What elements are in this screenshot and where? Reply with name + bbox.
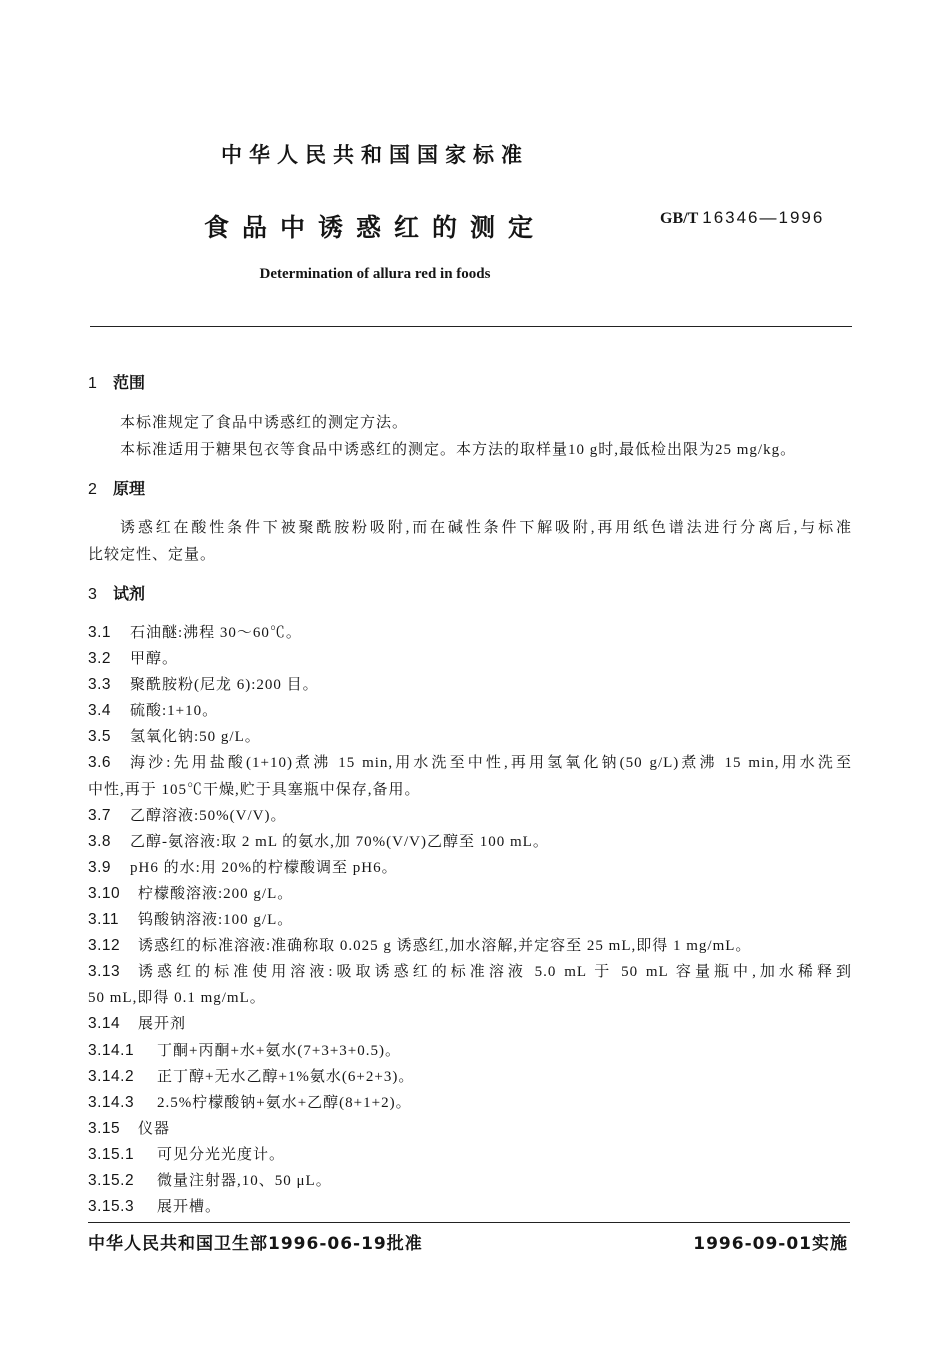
clause-number: 3.11 <box>88 911 120 929</box>
clause-text: 展开槽。 <box>157 1199 222 1216</box>
header-rule <box>90 326 852 327</box>
clause-3-3 <box>88 672 852 698</box>
principle-paragraph-line: 比较定性、定量。 <box>88 547 217 563</box>
section-title: 范围 <box>113 373 146 392</box>
clause-number: 3.2 <box>88 650 112 668</box>
clause-number: 3.3 <box>88 676 112 694</box>
scope-paragraph-line: 本标准适用于糖果包衣等食品中诱惑红的测定。本方法的取样量10 g时,最低检出限为25 mg/kg。 <box>120 442 797 458</box>
clause-text: 展开剂 <box>138 1016 187 1033</box>
section-number: 1 <box>88 375 97 392</box>
section-heading-scope <box>88 373 145 394</box>
clause-number: 3.14 <box>88 1015 121 1033</box>
clause-number: 3.4 <box>88 702 112 720</box>
clause-number: 3.15.1 <box>88 1145 135 1163</box>
approval-statement: 中华人民共和国卫生部1996-06-19批准 <box>88 1234 423 1254</box>
clause-number: 3.8 <box>88 832 112 850</box>
clause-3-6 <box>88 750 852 776</box>
clause-3-4 <box>88 698 852 724</box>
clause-number: 3.15 <box>88 1119 121 1137</box>
clause-3-6-continuation <box>88 777 852 803</box>
clause-3-9 <box>88 855 852 881</box>
clause-3-12 <box>88 933 852 959</box>
clause-number: 3.14.1 <box>88 1041 135 1059</box>
principle-paragraph-line: 诱惑红在酸性条件下被聚酰胺粉吸附,而在碱性条件下解吸附,再用纸色谱法进行分离后,与标准 <box>120 520 852 536</box>
clause-number: 3.6 <box>88 754 112 772</box>
clause-3-8 <box>88 829 852 855</box>
clause-number: 3.12 <box>88 937 121 955</box>
clause-number: 3.10 <box>88 884 121 902</box>
clause-text: 中性,再于 105℃干燥,贮于具塞瓶中保存,备用。 <box>88 781 421 798</box>
clause-text: 微量注射器,10、50 μL。 <box>157 1172 332 1189</box>
clause-text: 钨酸钠溶液:100 g/L。 <box>138 912 294 929</box>
clause-3-14-2 <box>88 1064 852 1090</box>
clause-text: 仪器 <box>138 1120 171 1137</box>
clause-number: 3.5 <box>88 728 112 746</box>
scope-paragraph-line: 本标准规定了食品中诱惑红的测定方法。 <box>120 415 409 431</box>
section-heading-principle <box>88 479 145 500</box>
footer-rule <box>88 1222 850 1223</box>
clause-3-15-3 <box>88 1194 852 1220</box>
reagent-list <box>88 620 852 1220</box>
clause-3-14-3 <box>88 1090 852 1116</box>
english-title: Determination of allura red in foods <box>259 266 491 282</box>
clause-3-13 <box>88 959 852 985</box>
effective-date: 1996-09-01实施 <box>693 1234 848 1254</box>
clause-3-5 <box>88 724 852 750</box>
clause-text: pH6 的水:用 20%的柠檬酸调至 pH6。 <box>130 859 398 876</box>
standard-code <box>660 206 824 231</box>
section-number: 3 <box>88 586 97 603</box>
clause-number: 3.15.3 <box>88 1198 135 1216</box>
clause-text: 丁酮+丙酮+水+氨水(7+3+3+0.5)。 <box>157 1042 401 1059</box>
clause-3-13-continuation <box>88 985 852 1011</box>
clause-text: 乙醇溶液:50%(V/V)。 <box>130 807 287 824</box>
clause-3-14-1 <box>88 1038 852 1064</box>
clause-3-15 <box>88 1116 852 1142</box>
clause-number: 3.1 <box>88 624 112 641</box>
clause-number: 3.7 <box>88 806 112 824</box>
clause-text: 可见分光光度计。 <box>157 1146 286 1163</box>
clause-3-15-1 <box>88 1142 852 1168</box>
clause-3-10 <box>88 881 852 907</box>
clause-text: 50 mL,即得 0.1 mg/mL。 <box>88 990 266 1007</box>
clause-text: 海沙:先用盐酸(1+10)煮沸 15 min,用水洗至中性,再用氢氧化钠(50 g/L)煮沸 15 min,用水洗至 <box>130 755 852 772</box>
standard-code-number: 16346—1996 <box>702 208 825 227</box>
clause-number: 3.15.2 <box>88 1171 135 1189</box>
clause-text: 石油醚:沸程 30～60℃。 <box>130 625 302 641</box>
clause-text: 硫酸:1+10。 <box>130 703 219 720</box>
clause-text: 诱惑红的标准溶液:准确称取 0.025 g 诱惑红,加水溶解,并定容至 25 mL,即得 1 mg/mL。 <box>138 938 752 955</box>
clause-text: 甲醇。 <box>130 651 179 668</box>
section-heading-reagents <box>88 584 145 605</box>
clause-3-7 <box>88 803 852 829</box>
document-title: 食品中诱惑红的测定 <box>203 213 546 242</box>
standard-code-prefix: GB/T <box>660 210 699 227</box>
clause-number: 3.14.3 <box>88 1093 135 1111</box>
section-title: 试剂 <box>113 584 146 603</box>
national-standard-heading: 中华人民共和国国家标准 <box>221 143 529 167</box>
clause-number: 3.9 <box>88 858 112 876</box>
section-title: 原理 <box>113 479 146 498</box>
clause-3-14 <box>88 1011 852 1037</box>
clause-3-1 <box>88 620 852 646</box>
section-number: 2 <box>88 481 97 498</box>
clause-text: 乙醇-氨溶液:取 2 mL 的氨水,加 70%(V/V)乙醇至 100 mL。 <box>130 833 549 850</box>
clause-text: 2.5%柠檬酸钠+氨水+乙醇(8+1+2)。 <box>157 1094 412 1111</box>
clause-text: 诱惑红的标准使用溶液:吸取诱惑红的标准溶液 5.0 mL 于 50 mL 容量瓶中,加水稀释到 <box>138 964 852 981</box>
clause-3-15-2 <box>88 1168 852 1194</box>
clause-3-11 <box>88 907 852 933</box>
clause-text: 聚酰胺粉(尼龙 6):200 目。 <box>130 677 319 694</box>
clause-text: 氢氧化钠:50 g/L。 <box>130 729 261 746</box>
clause-text: 柠檬酸溶液:200 g/L。 <box>138 885 294 902</box>
clause-number: 3.13 <box>88 963 121 981</box>
clause-number: 3.14.2 <box>88 1067 135 1085</box>
clause-3-2 <box>88 646 852 672</box>
clause-text: 正丁醇+无水乙醇+1%氨水(6+2+3)。 <box>157 1068 415 1085</box>
